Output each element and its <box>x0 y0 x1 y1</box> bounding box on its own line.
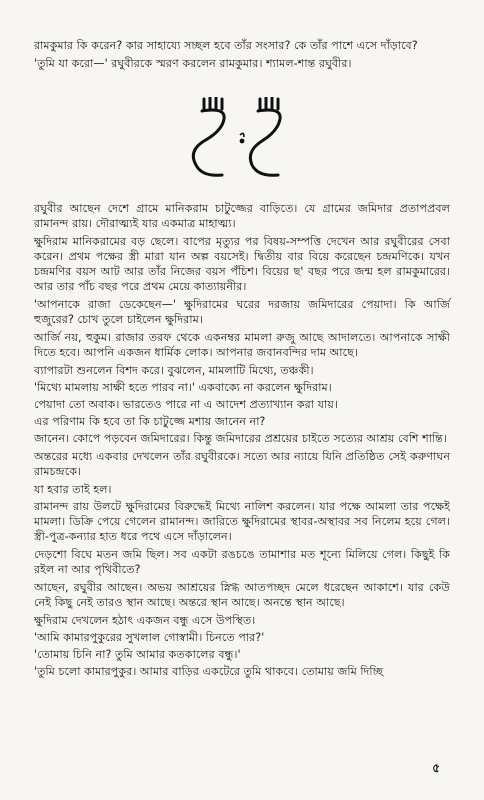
paragraph-1: রঘুবীর আছেন দেশে গ্রামে মানিকরাম চাটুজ্জের বাড়িতে। যে গ্রামের জমিদার প্রতাপপ্রবল রামানন্দ রায়। দৌরাত্ম্যই যার একমাত্র মাহাত্ম্য। <box>34 202 450 230</box>
paragraph-top-2: 'তুমি যা করো—' রঘুবীরকে স্মরণ করলেন রামকুমার। শ্যামল-শান্ত রঘুবীর। <box>34 57 352 70</box>
paragraph-15: ক্ষুদিরাম দেখলেন হঠাৎ একজন বন্ধু এসে উপস্থিত। <box>34 614 256 627</box>
paragraph-top-1: রামকুমার কি করেন? কার সাহায্যে সচ্ছল হবে তাঁর সংসার? কে তাঁর পাশে এসে দাঁড়াবে? <box>34 39 418 52</box>
paragraph-16: 'আমি কামারপুকুরের সুখলাল গোস্বামী। চিনতে পার?' <box>34 631 265 644</box>
paragraph-10: অন্তরের মধ্যে একবার দেখলেন তাঁর রঘুবীরকে। সত্যে আর ন্যায়ে যিনি প্রতিষ্ঠিত সেই করুণাঘন রামচন্দ্রকে। <box>34 450 450 478</box>
paragraph-13: দেড়শো বিঘে মতন জমি ছিল। সব একটা রঙচঙে তামাশার মত শূন্যে মিলিয়ে গেল। কিছুই কি রইল না আর পৃথিবীতে? <box>34 548 450 576</box>
paragraph-17: 'তোমায় চিনি না? তুমি আমার কতকালের বন্ধু।' <box>34 648 241 661</box>
footprints-ornament-icon <box>182 97 302 183</box>
paragraph-8: এর পরিণাম কি হবে তা কি চাটুজ্জে মশায় জানেন না? <box>34 415 266 428</box>
paragraph-5: ব্যাপারটা শুনলেন বিশদ করে। বুঝলেন, মামলাটি মিথ্যে, তঞ্চকী। <box>34 364 314 377</box>
paragraph-9: জানেন। কোপে পড়বেন জমিদারের। কিন্তু জমিদারের প্রশ্রয়ের চাইতে সত্যের আশ্রয় বেশি শান্তি। <box>34 432 447 445</box>
paragraph-12: রামানন্দ রায় উলটে ক্ষুদিরামের বিরুদ্ধেই মিথ্যে নালিশ করলেন। যার পক্ষে আমলা তার পক্ষেই মামলা। ডিক্রি পেয়ে গেলেন রামানন্দ। জারিতে ক্ষুদিরামের স্থাবর-অস্থাবর সব নিলেম হয়ে গেল। স্ত্রী-পুত্র-কন্যার হাত ধরে পথে এসে দাঁড়ালেন। <box>34 500 450 543</box>
paragraph-3: 'আপনাকে রাজা ডেকেছেন—' ক্ষুদিরামের ঘরের দরজায় জমিদারের পেয়াদা। কি আর্জি হুজুরের? চোখ তুলে চাইলেন ক্ষুদিরাম। <box>34 298 450 326</box>
page-number: ৫ <box>432 761 440 775</box>
paragraph-4: আর্জি নয়, হুকুম। রাজার তরফ থেকে একনম্বর মামলা রুজু আছে আদালতে। আপনাকে সাক্ষী দিতে হবে। আপনি একজন ধার্মিক লোক। আপনার জবানবন্দির দাম আছে। <box>34 331 450 359</box>
paragraph-2: ক্ষুদিরাম মানিকরামের বড় ছেলে। বাপের মৃত্যুর পর বিষয়-সম্পত্তি দেখেন আর রঘুবীরের সেবা করেন। প্রথম পক্ষের স্ত্রী মারা যান অল্প বয়সেই। দ্বিতীয় বার বিয়ে করেছেন চন্দ্রমণিকে। যখন চন্দ্রমণির বয়স আট আর তাঁর নিজের বয়স পঁচিশ। বিয়ের ছ' বছর পরে জন্ম হল রামকুমারের। আর তার পাঁচ বছর পরে প্রথম মেয়ে কাত্যায়নীর। <box>34 235 450 293</box>
paragraph-18: 'তুমি চলো কামারপুকুর। আমার বাড়ির একটেরে তুমি থাকবে। তোমায় জমি দিচ্ছি <box>34 665 384 678</box>
paragraph-6: 'মিথ্যে মামলায় সাক্ষী হতে পারব না।' একবাক্যে না করলেন ক্ষুদিরাম। <box>34 381 332 394</box>
paragraph-11: যা হবার তাই হল। <box>34 483 112 496</box>
paragraph-7: পেয়াদা তো অবাক। ভারতেও পারে না এ আদেশ প্রত্যাখ্যান করা যায়। <box>34 398 338 411</box>
paragraph-14: আছেন, রঘুবীর আছেন। অভয় আশ্রয়ের স্নিগ্ধ আতপচ্ছদ মেলে ধরেছেন আকাশে। যার কেউ নেই কিছু নেই তারও স্থান আছে। অন্তরে স্থান আছে। অনন্তে স্থান আছে। <box>34 581 450 609</box>
